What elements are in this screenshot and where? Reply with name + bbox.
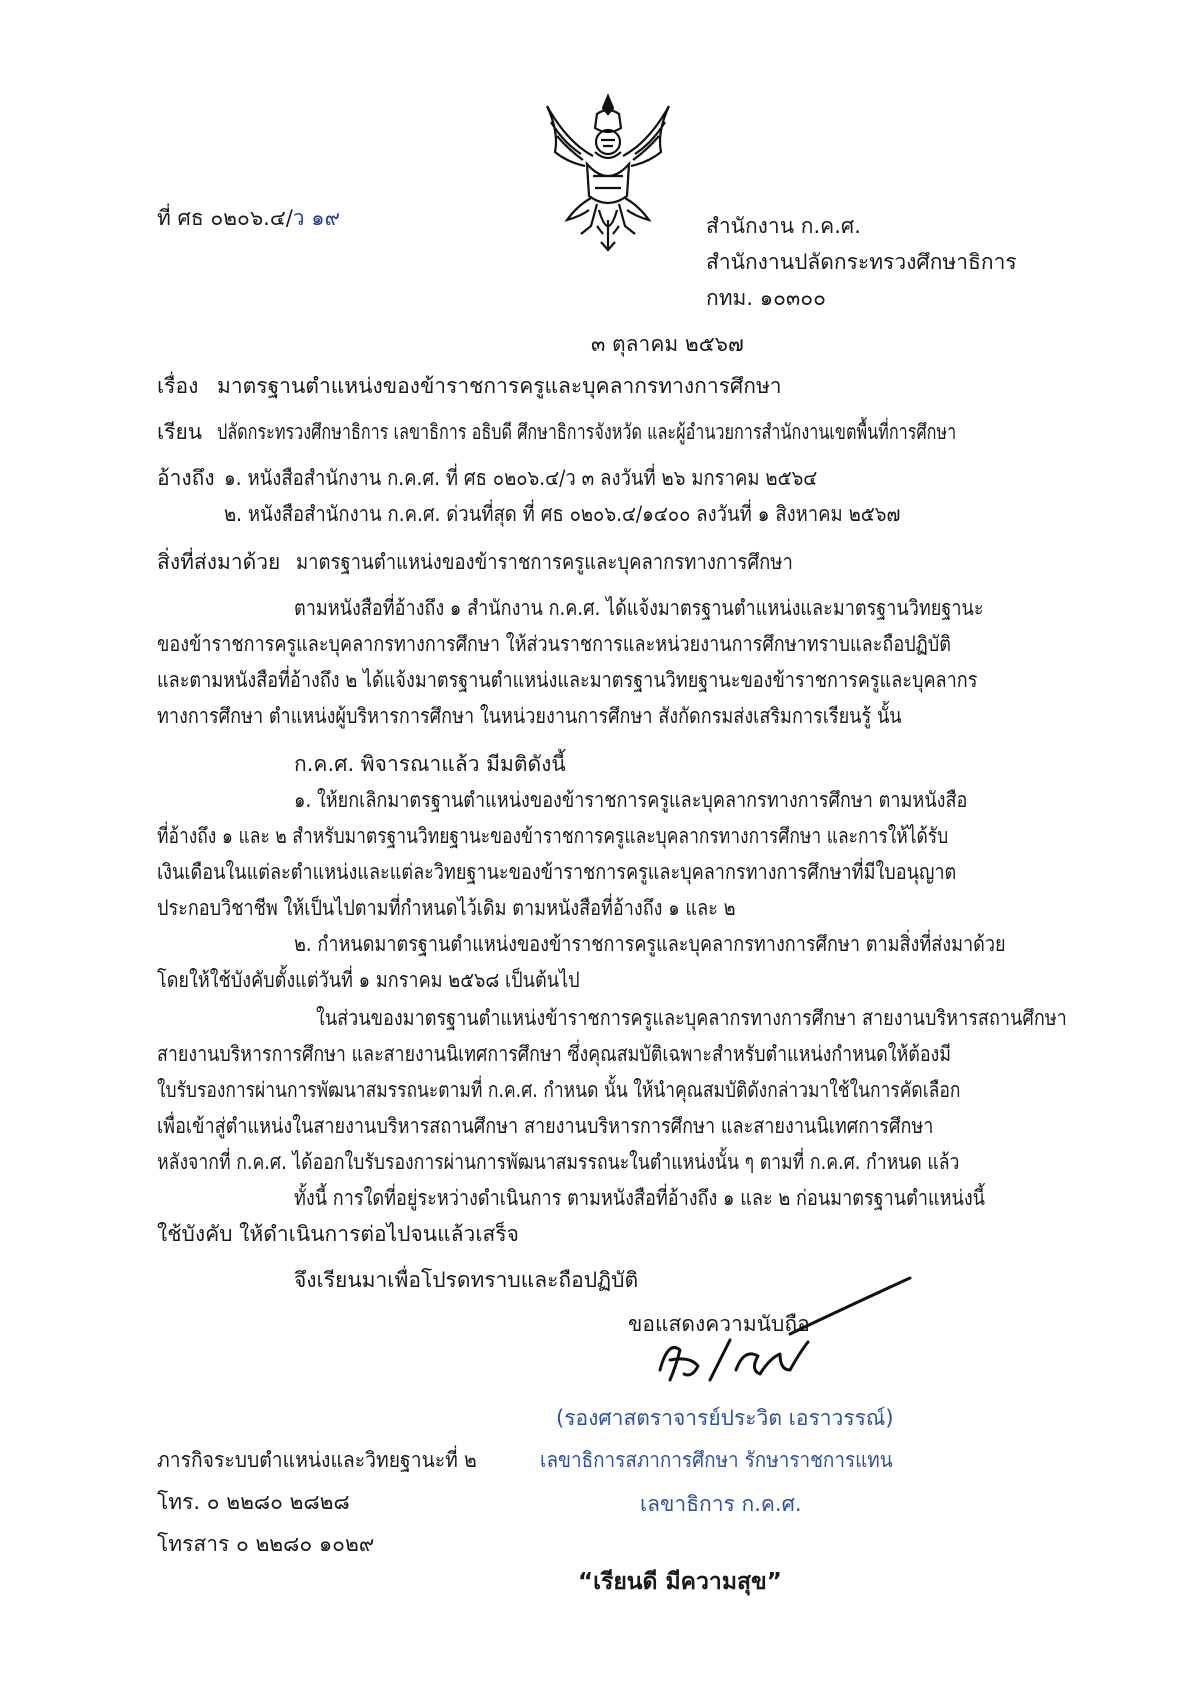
recipient-text: ปลัดกระทรวงศึกษาธิการ เลขาธิการ อธิบดี ศึกษาธิการจังหวัด และผู้อำนวยการสำนักงานเขตพื้นที่การศึกษา: [216, 420, 956, 444]
body-paragraph-3-line-4: เพื่อเข้าสู่ตำแหน่งในสายงานบริหารสถานศึกษา สายงานบริหารการศึกษา และสายงานนิเทศการศึกษา: [157, 1114, 934, 1138]
body-paragraph-3-line-1: ในส่วนของมาตรฐานตำแหน่งข้าราชการครูและบุคลากรทางการศึกษา สายงานบริหารสถานศึกษา: [316, 1006, 1067, 1030]
body-paragraph-4-line-2: ใช้บังคับ ให้ดำเนินการต่อไปจนแล้วเสร็จ: [157, 1222, 519, 1246]
office-line-1: สำนักงาน ก.ค.ศ.: [706, 214, 861, 238]
office-line-3: กทม. ๑๐๓๐๐: [706, 286, 826, 310]
contact-fax: โทรสาร ๐ ๒๒๘๐ ๑๐๒๙: [157, 1532, 375, 1556]
recipient-label: เรียน: [157, 420, 203, 444]
subject-text: มาตรฐานตำแหน่งของข้าราชการครูและบุคลากรทางการศึกษา: [217, 374, 782, 398]
reference-number: ว ๑๙: [292, 206, 340, 230]
signatory-name: (รองศาสตราจารย์ประวิต เอราวรรณ์): [556, 1406, 894, 1430]
signatory-position-1: เลขาธิการสภาการศึกษา รักษาราชการแทน: [540, 1448, 893, 1472]
resolution-item-1-line-4: ประกอบวิชาชีพ ให้เป็นไปตามที่กำหนดไว้เดิม ตามหนังสือที่อ้างถึง ๑ และ ๒: [157, 896, 736, 920]
body-paragraph-3-line-5: หลังจากที่ ก.ค.ศ. ได้ออกใบรับรองการผ่านการพัฒนาสมรรถนะในตำแหน่งนั้น ๆ ตามที่ ก.ค.ศ. กำหนด แล้ว: [157, 1150, 960, 1174]
body-paragraph-2: ก.ค.ศ. พิจารณาแล้ว มีมติดังนี้: [294, 752, 566, 776]
body-paragraph-1-line-1: ตามหนังสือที่อ้างถึง ๑ สำนักงาน ก.ค.ศ. ได้แจ้งมาตรฐานตำแหน่งและมาตรฐานวิทยฐานะ: [294, 596, 984, 620]
resolution-item-2-line-2: โดยให้ใช้บังคับตั้งแต่วันที่ ๑ มกราคม ๒๕๖๘ เป็นต้นไป: [157, 968, 580, 992]
body-paragraph-1-line-4: ทางการศึกษา ตำแหน่งผู้บริหารการศึกษา ในหน่วยงานการศึกษา สังกัดกรมส่งเสริมการเรียนรู้ นั้น: [157, 704, 902, 728]
enclosure-label: สิ่งที่ส่งมาด้วย: [157, 550, 281, 574]
resolution-item-2-line-1: ๒. กำหนดมาตรฐานตำแหน่งของข้าราชการครูและบุคลากรทางการศึกษา ตามสิ่งที่ส่งมาด้วย: [294, 932, 1006, 956]
signatory-position-2: เลขาธิการ ก.ค.ศ.: [640, 1492, 802, 1516]
reference-item-2: ๒. หนังสือสำนักงาน ก.ค.ศ. ด่วนที่สุด ที่ ศธ ๐๒๐๖.๔/๑๔๐๐ ลงวันที่ ๑ สิงหาคม ๒๕๖๗: [224, 502, 901, 526]
reference-item-1: ๑. หนังสือสำนักงาน ก.ค.ศ. ที่ ศธ ๐๒๐๖.๔/ว ๓ ลงวันที่ ๒๖ มกราคม ๒๕๖๔: [224, 466, 818, 490]
office-line-2: สำนักงานปลัดกระทรวงศึกษาธิการ: [706, 250, 1017, 274]
body-paragraph-3-line-3: ใบรับรองการผ่านการพัฒนาสมรรถนะตามที่ ก.ค.ศ. กำหนด นั้น ให้นำคุณสมบัติดังกล่าวมาใช้ในการคัดเลือก: [157, 1078, 961, 1102]
document-date: ๓ ตุลาคม ๒๕๖๗: [591, 332, 744, 356]
document-reference: [157, 202, 340, 235]
reference-label: อ้างถึง: [157, 466, 215, 490]
recipient-line: [157, 416, 1177, 449]
body-paragraph-1-line-2: ของข้าราชการครูและบุคลากรทางการศึกษา ให้ส่วนราชการและหน่วยงานการศึกษาทราบและถือปฏิบัติ: [157, 632, 951, 656]
subject-line: [157, 370, 782, 403]
resolution-item-1-line-2: ที่อ้างถึง ๑ และ ๒ สำหรับมาตรฐานวิทยฐานะของข้าราชการครูและบุคลากรทางการศึกษา และการให้ได้รับ: [157, 824, 949, 848]
garuda-emblem: [537, 92, 679, 252]
subject-label: เรื่อง: [157, 374, 199, 398]
resolution-item-1-line-1: ๑. ให้ยกเลิกมาตรฐานตำแหน่งของข้าราชการครูและบุคลากรทางการศึกษา ตามหนังสือ: [294, 788, 968, 812]
contact-unit: ภารกิจระบบตำแหน่งและวิทยฐานะที่ ๒: [157, 1448, 477, 1472]
body-paragraph-3-line-2: สายงานบริหารการศึกษา และสายงานนิเทศการศึกษา ซึ่งคุณสมบัติเฉพาะสำหรับตำแหน่งกำหนดให้ต้องมี: [157, 1042, 952, 1066]
body-paragraph-1-line-3: และตามหนังสือที่อ้างถึง ๒ ได้แจ้งมาตรฐานตำแหน่งและมาตรฐานวิทยฐานะของข้าราชการครูและบุคลากร: [157, 668, 978, 692]
handwritten-signature: [640, 1270, 920, 1390]
body-paragraph-4-line-1: ทั้งนี้ การใดที่อยู่ระหว่างดำเนินการ ตามหนังสือที่อ้างถึง ๑ และ ๒ ก่อนมาตรฐานตำแหน่งนี้: [294, 1186, 986, 1210]
enclosure-text: มาตรฐานตำแหน่งของข้าราชการครูและบุคลากรทางการศึกษา: [296, 550, 793, 574]
regards-text: ขอแสดงความนับถือ: [628, 1312, 810, 1336]
body-paragraph-5: จึงเรียนมาเพื่อโปรดทราบและถือปฏิบัติ: [294, 1268, 639, 1292]
reference-prefix: ที่ ศธ ๐๒๐๖.๔/: [157, 206, 293, 230]
resolution-item-1-line-3: เงินเดือนในแต่ละตำแหน่งและแต่ละวิทยฐานะของข้าราชการครูและบุคลากรทางการศึกษาที่มีใบอนุญาต: [157, 860, 957, 884]
contact-phone: โทร. ๐ ๒๒๘๐ ๒๘๒๘: [157, 1490, 350, 1514]
closing-motto: “เรียนดี มีความสุข”: [578, 1569, 782, 1595]
